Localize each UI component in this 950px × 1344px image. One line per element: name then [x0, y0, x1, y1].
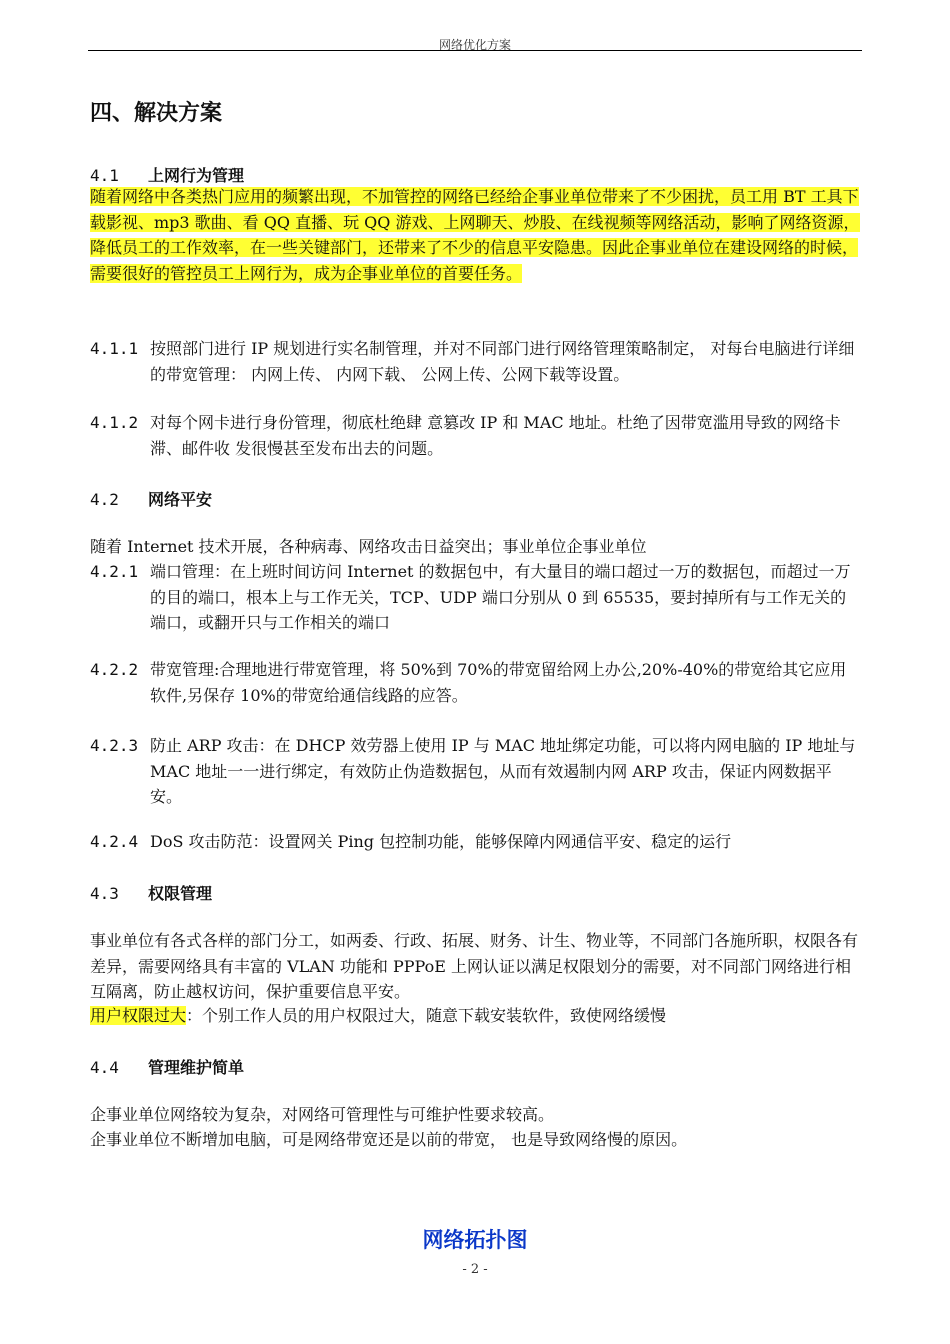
section-4-4-line-1: 企事业单位网络较为复杂，对网络可管理性与可维护性要求较高。 [90, 1105, 555, 1124]
chapter-title: 四、解决方案 [90, 101, 223, 126]
section-4-2-intro: 随着 Internet 技术开展，各种病毒、网络攻击日益突出；事业单位企事业单位 [90, 537, 647, 556]
section-4-3-paragraph: 事业单位有各式各样的部门分工，如两委、行政、拓展、财务、计生、物业等，不同部门各施所职，权限各有差异，需要网络具有丰富的 VLAN 功能和 PPPoE 上网认证以满足权限划分的需要，对不同部门网络进行相互隔离，防止越权访问，保护重要信息平安。 [90, 931, 859, 1001]
item-number: 4.2.3 [90, 736, 139, 755]
item-text: 对每个网卡进行身份管理，彻底杜绝肆 意篡改 IP 和 MAC 地址。杜绝了因带宽滥用导致的网络卡滞、邮件收 发很慢甚至发布出去的问题。 [150, 413, 841, 458]
item-4-1-2 [90, 410, 860, 461]
item-4-2-1 [90, 559, 860, 636]
section-4-2-heading [90, 487, 212, 510]
section-number: 4.1 [90, 166, 119, 185]
item-number: 4.2.2 [90, 660, 139, 679]
section-title: 上网行为管理 [148, 166, 245, 185]
item-text: 端口管理：在上班时间访问 Internet 的数据包中，有大量目的端口超过一万的数据包，而超过一万的目的端口，根本上与工作无关，TCP、UDP 端口分别从 0 到 65535，要封掉所有与工作无关的端口，或翻开只与工作相关的端口 [150, 562, 851, 632]
section-4-3-heading [90, 881, 212, 904]
section-4-3-note [90, 1003, 860, 1029]
highlighted-text: 随着网络中各类热门应用的频繁出现，不加管控的网络已经给企事业单位带来了不少困扰，员工用 BT 工具下载影视、mp3 歌曲、看 QQ 直播、玩 QQ 游戏、上网聊天、炒股、在线视频等网络活动，影响了网络资源，降低员工的工作效率，在一些关键部门，还带来了不少的信息平安隐患。因此企事业单位在建设网络的时候，需要很好的管控员工上网行为，成为企事业单位的首要任务。 [90, 187, 860, 283]
item-text: 带宽管理:合理地进行带宽管理，将 50%到 70%的带宽留给网上办公,20%-40%的带宽给其它应用软件,另保存 10%的带宽给通信线路的应答。 [150, 660, 847, 705]
item-4-1-1 [90, 336, 860, 387]
item-4-2-4 [90, 829, 860, 855]
section-title: 管理维护简单 [148, 1058, 245, 1077]
page-number: - 2 - [462, 1262, 488, 1277]
section-number: 4.3 [90, 884, 119, 903]
item-4-2-2 [90, 657, 860, 708]
item-text: 按照部门进行 IP 规划进行实名制管理，并对不同部门进行网络管理策略制定， 对每台电脑进行详细的带宽管理： 内网上传、 内网下载、 公网上传、公网下载等设置。 [150, 339, 855, 384]
section-4-4-line-2: 企事业单位不断增加电脑，可是网络带宽还是以前的带宽， 也是导致网络慢的原因。 [90, 1130, 688, 1149]
section-title: 权限管理 [148, 884, 213, 903]
section-number: 4.4 [90, 1058, 119, 1077]
item-text: DoS 攻击防范：设置网关 Ping 包控制功能，能够保障内网通信平安、稳定的运行 [150, 832, 732, 851]
topology-title: 网络拓扑图 [422, 1228, 528, 1252]
section-number: 4.2 [90, 490, 119, 509]
section-4-1-heading [90, 163, 244, 186]
item-text: 防止 ARP 攻击：在 DHCP 效劳器上使用 IP 与 MAC 地址绑定功能，可以将内网电脑的 IP 地址与 MAC 地址一一进行绑定，有效防止伪造数据包，从而有效遏制内网 ARP 攻击，保证内网数据平安。 [150, 736, 856, 806]
item-number: 4.2.1 [90, 562, 139, 581]
highlighted-label: 用户权限过大 [90, 1006, 187, 1025]
item-4-2-3 [90, 733, 860, 810]
running-header: 网络优化方案 [438, 38, 511, 52]
note-text: ：个别工作人员的用户权限过大，随意下载安装软件，致使网络缓慢 [186, 1006, 667, 1025]
header-rule [88, 50, 862, 51]
item-number: 4.2.4 [90, 832, 139, 851]
item-number: 4.1.2 [90, 413, 139, 432]
section-title: 网络平安 [148, 490, 213, 509]
section-4-4-heading [90, 1055, 244, 1078]
item-number: 4.1.1 [90, 339, 139, 358]
section-4-1-paragraph [90, 184, 860, 286]
